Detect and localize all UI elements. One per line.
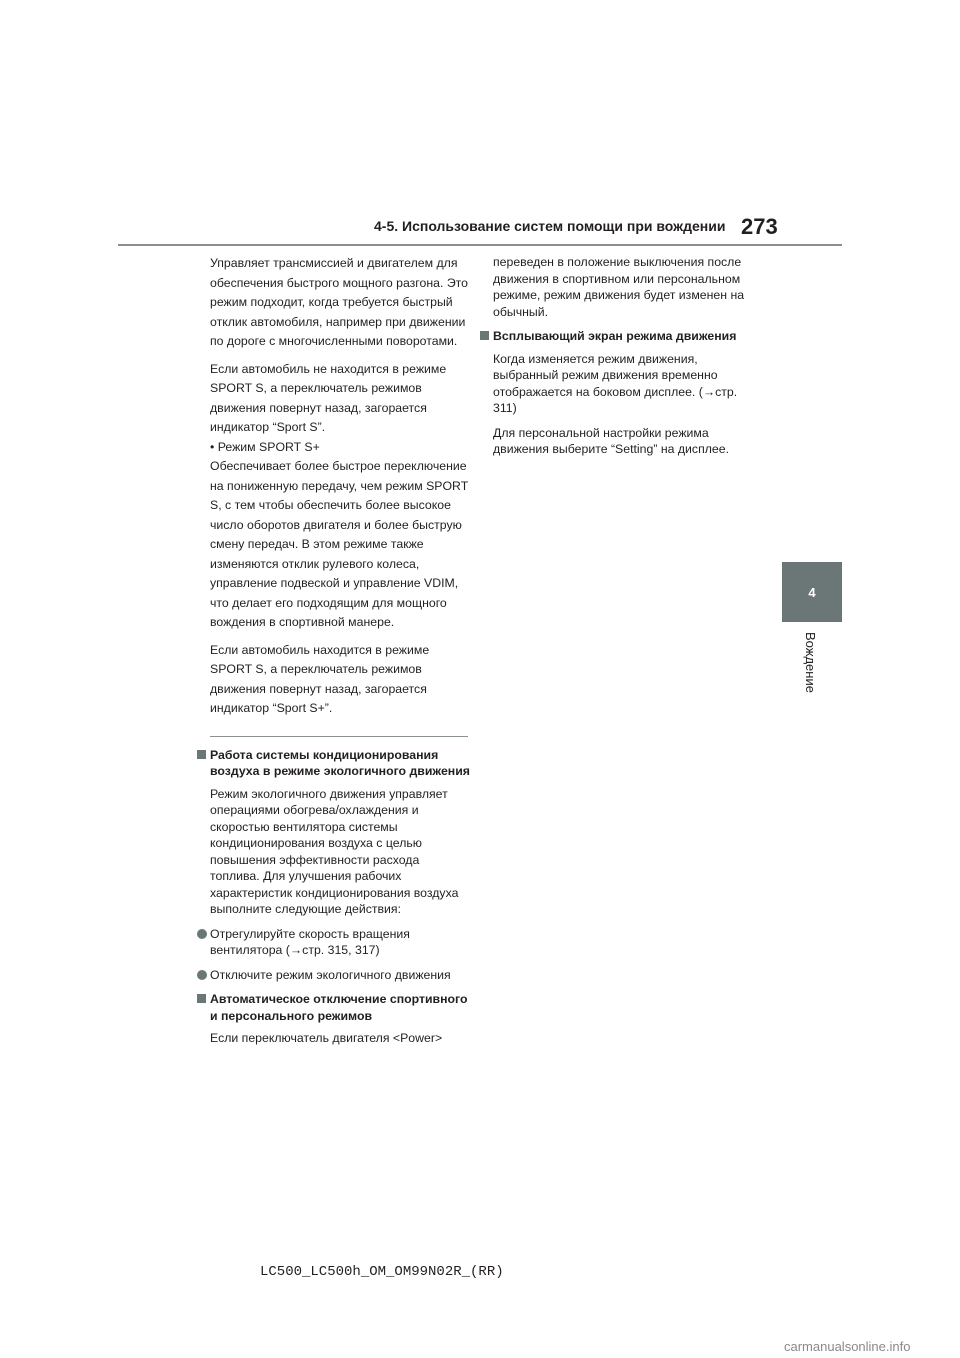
section-divider <box>210 736 468 737</box>
chapter-title: Вождение <box>803 632 818 693</box>
page-number: 273 <box>741 214 778 239</box>
left-column <box>210 254 472 1055</box>
heading-auto-off-text: Автоматическое отключение спортивного и персонального режимов <box>210 992 468 1023</box>
section-title: 4-5. Использование систем помощи при вождении <box>374 218 726 234</box>
heading-popup-screen-text: Всплывающий экран режима движения <box>493 329 737 343</box>
heading-ac-eco-text: Работа системы кондиционирования воздуха в режиме экологичного движения <box>210 747 470 778</box>
paragraph-auto-off-continued: переведен в положение выключения после движения в спортивном или персональном режиме, режим движения будет изменен на обычный. <box>493 255 745 319</box>
heading-auto-off <box>197 991 472 1024</box>
square-bullet-icon <box>197 994 206 1003</box>
paragraph-auto-off: Если переключатель двигателя <Power> <box>210 1031 443 1045</box>
list-item-eco-off-text: Отключите режим экологичного движения <box>210 967 451 982</box>
round-bullet-icon <box>197 970 207 980</box>
list-item-fan-speed-text: Отрегулируйте скорость вращения вентилятора (→стр. 315, 317) <box>210 926 410 957</box>
chapter-number: 4 <box>808 584 816 600</box>
paragraph-sport-mode: Управляет трансмиссией и двигателем для обеспечения быстрого мощного разгона. Это режим подходит, когда требуется быстрый отклик автомобиля, например при движении по дороге с многочисленными поворотами. <box>210 256 468 348</box>
square-bullet-icon <box>197 750 206 759</box>
paragraph-popup-screen: Когда изменяется режим движения, выбранный режим движения временно отображается на боковом дисплее. (→стр. 311) <box>493 351 738 415</box>
paragraph-sport-s-plus: Обеспечивает более быстрое переключение на пониженную передачу, чем режим SPORT S, с тем чтобы обеспечить более высокое число оборотов двигателя и более быструю смену передач. В этом режиме также изменяются отклик рулевого колеса, управление подвеской и управление VDIM, что делает его подходящим для мощного вождения в спортивной манере. <box>210 459 468 629</box>
paragraph-sport-s-plus-indicator: Если автомобиль находится в режиме SPORT S, а переключатель режимов движения повернут назад, загорается индикатор “Sport S+”. <box>210 642 430 715</box>
paragraph-setting: Для персональной настройки режима движения выберите “Setting” на дисплее. <box>493 425 730 456</box>
header-divider <box>118 244 842 246</box>
right-column <box>493 254 755 466</box>
heading-ac-eco <box>197 747 472 780</box>
bullet-sport-s-plus: • Режим SPORT S+ <box>210 439 320 454</box>
round-bullet-icon <box>197 929 207 939</box>
paragraph-ac-eco: Режим экологичного движения управляет операциями обогрева/охлаждения и скоростью вентилятора системы кондиционирования воздуха с целью повышения эффективности расхода топлива. Для улучшения рабочих характеристик кондиционирования воздуха выполните следующие действия: <box>210 786 459 916</box>
square-bullet-icon <box>480 331 489 340</box>
list-item-eco-off <box>197 967 472 984</box>
document-code: LC500_LC500h_OM_OM99N02R_(RR) <box>260 1264 504 1280</box>
list-item-fan-speed <box>197 926 472 959</box>
heading-popup-screen <box>480 328 755 345</box>
paragraph-sport-s-indicator: Если автомобиль не находится в режиме SPORT S, а переключатель режимов движения повернут назад, загорается индикатор “Sport S”. <box>210 361 447 434</box>
watermark: carmanualsonline.info <box>784 1339 911 1354</box>
chapter-tab <box>782 562 842 622</box>
